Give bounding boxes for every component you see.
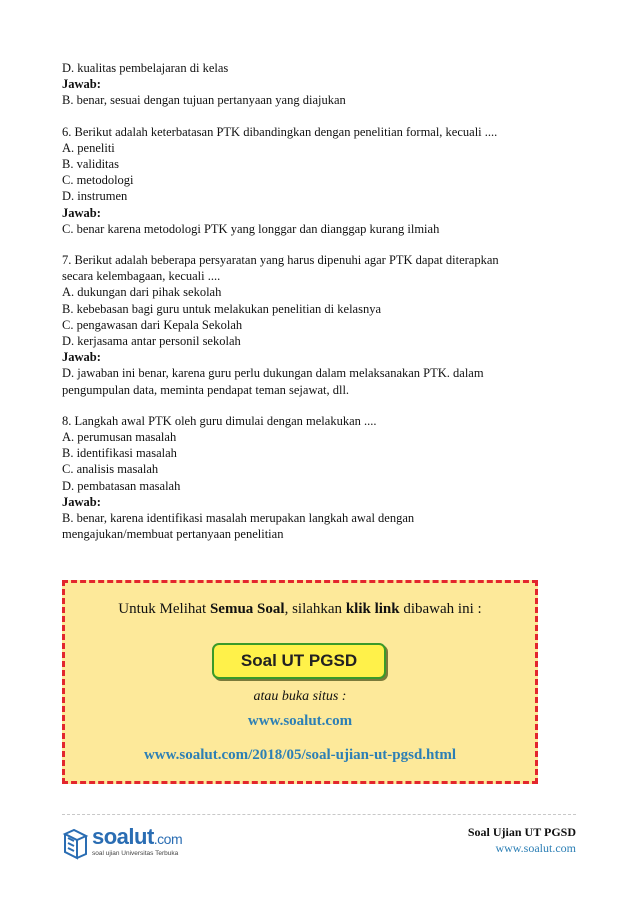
text-line: D. kerjasama antar personil sekolah <box>62 334 241 349</box>
promo-url-link[interactable]: www.soalut.com/2018/05/soal-ujian-ut-pgsd.html <box>143 747 457 763</box>
promo-or-text: atau buka situs : <box>253 689 347 704</box>
footer-title: Soal Ujian UT PGSD <box>467 825 576 839</box>
footer-site-link[interactable]: www.soalut.com <box>495 841 576 855</box>
text-line: 7. Berikut adalah beberapa persyaratan yang harus dipenuhi agar PTK dapat diterapkan <box>62 253 499 268</box>
answer-label: Jawab: <box>62 494 101 509</box>
text-line: C. benar karena metodologi PTK yang longgar dan dianggap kurang ilmiah <box>62 221 440 236</box>
footer-divider <box>62 814 576 815</box>
logo-tagline: soal ujian Universitas Terbuka <box>92 850 179 857</box>
promo-text-bold: klik link <box>345 601 400 617</box>
text-line: C. analisis masalah <box>62 462 159 477</box>
document-body <box>62 60 582 542</box>
text-line: C. metodologi <box>62 173 134 188</box>
soal-ut-pgsd-button[interactable]: Soal UT PGSD <box>212 643 386 679</box>
text-line: B. validitas <box>62 157 119 172</box>
text-line: mengajukan/membuat pertanyaan penelitian <box>62 527 284 542</box>
text-line: B. benar, sesuai dengan tujuan pertanyaan yang diajukan <box>62 93 346 108</box>
promo-text: dibawah ini : <box>399 601 482 617</box>
logo-wordmark: soalut.com <box>92 824 183 849</box>
text-line: A. perumusan masalah <box>62 430 177 445</box>
book-icon <box>62 826 90 860</box>
text-line: 6. Berikut adalah keterbatasan PTK dibandingkan dengan penelitian formal, kecuali .... <box>62 124 498 139</box>
soalut-logo <box>62 824 212 864</box>
text-line: D. jawaban ini benar, karena guru perlu dukungan dalam melaksanakan PTK. dalam <box>62 366 484 381</box>
text-line: D. instrumen <box>62 189 128 204</box>
text-line: secara kelembagaan, kecuali .... <box>62 269 221 284</box>
text-line: D. pembatasan masalah <box>62 478 181 493</box>
text-line: B. identifikasi masalah <box>62 446 177 461</box>
paragraph-gap <box>62 398 582 413</box>
paragraph-gap <box>62 237 582 252</box>
promo-text: Untuk Melihat <box>118 601 210 617</box>
answer-label: Jawab: <box>62 77 101 92</box>
text-line: D. kualitas pembelajaran di kelas <box>62 61 229 75</box>
promo-instruction <box>65 601 535 618</box>
answer-label: Jawab: <box>62 350 101 365</box>
promo-text: , silahkan <box>284 601 346 617</box>
promo-text-bold: Semua Soal <box>209 601 285 617</box>
answer-label: Jawab: <box>62 205 101 220</box>
footer-info <box>468 824 576 856</box>
text-line: A. dukungan dari pihak sekolah <box>62 285 222 300</box>
text-line: B. benar, karena identifikasi masalah merupakan langkah awal dengan <box>62 511 415 526</box>
text-line: C. pengawasan dari Kepala Sekolah <box>62 317 243 332</box>
text-line: B. kebebasan bagi guru untuk melakukan penelitian di kelasnya <box>62 301 382 316</box>
text-line: pengumpulan data, meminta pendapat teman sejawat, dll. <box>62 382 350 397</box>
promo-site-link[interactable]: www.soalut.com <box>247 713 353 729</box>
promo-box <box>62 580 538 784</box>
paragraph-gap <box>62 109 582 124</box>
text-line: A. peneliti <box>62 140 115 155</box>
text-line: 8. Langkah awal PTK oleh guru dimulai dengan melakukan .... <box>62 413 377 428</box>
